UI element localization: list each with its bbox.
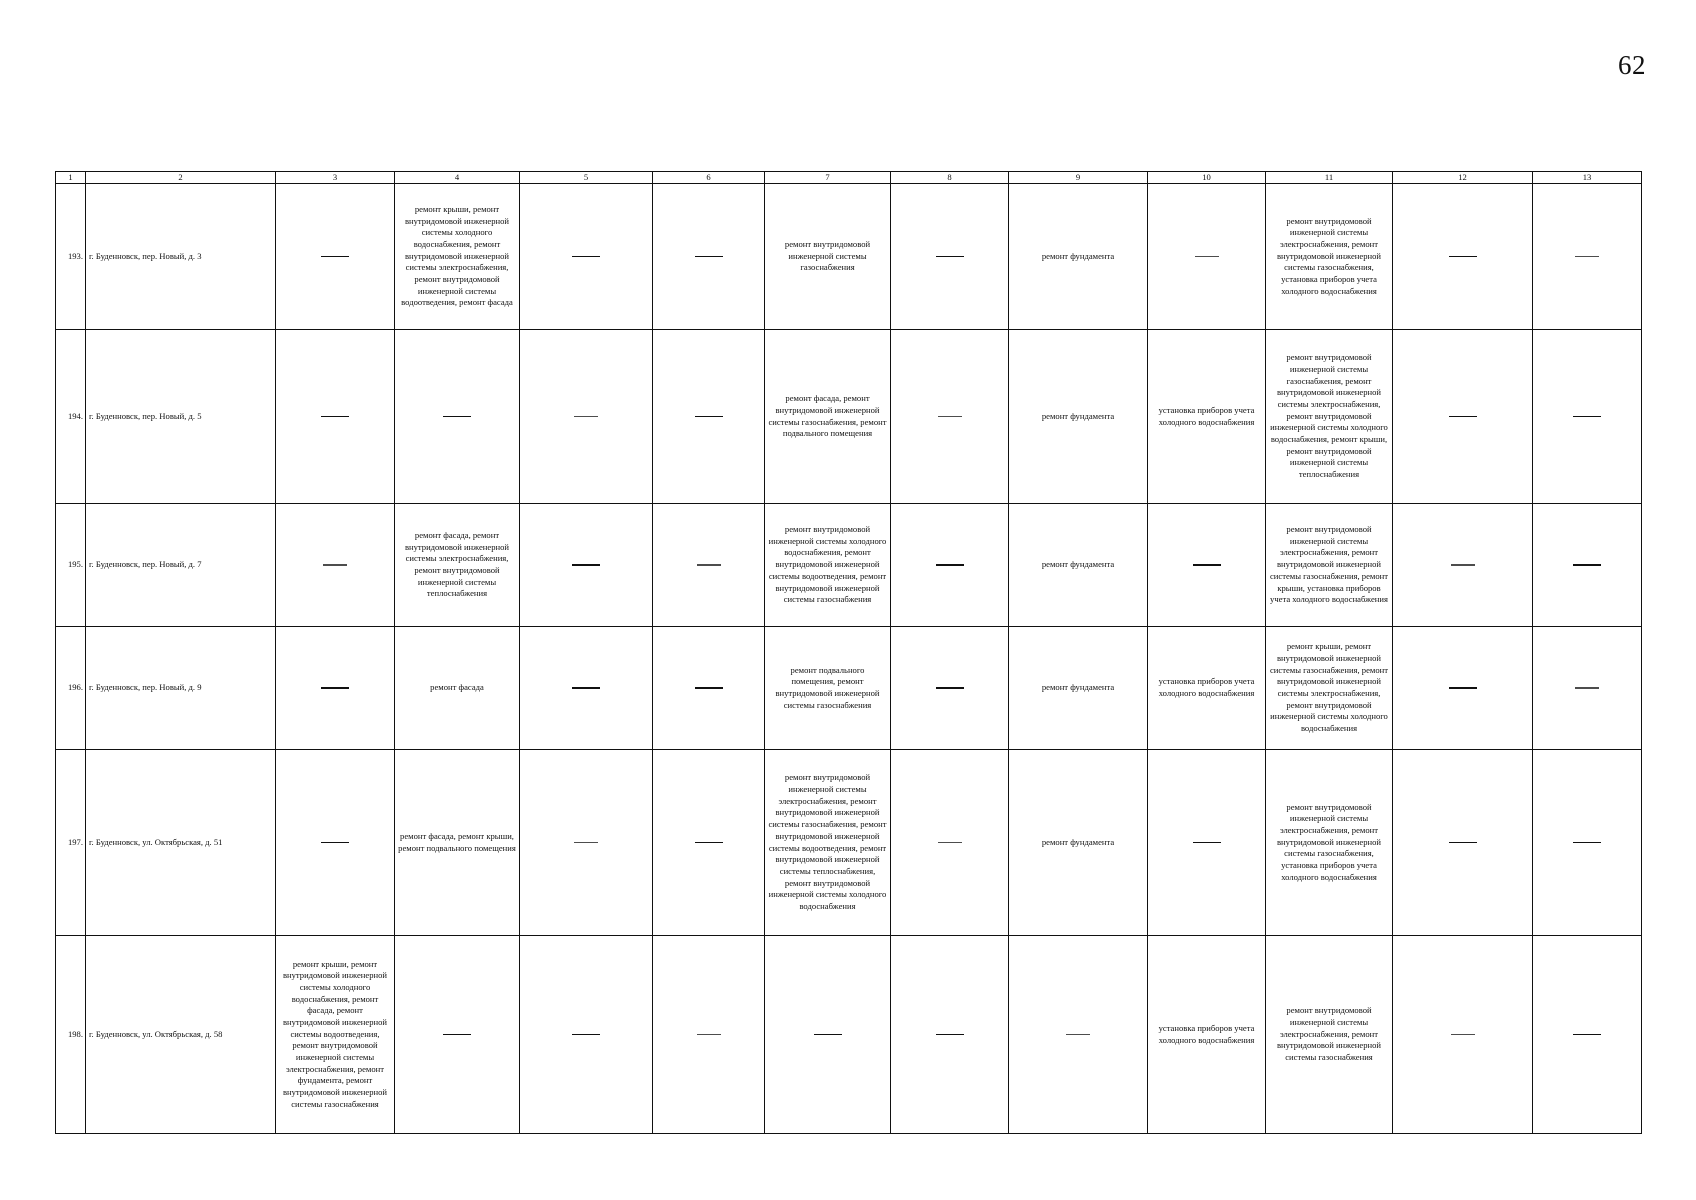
column-number: 1: [56, 172, 86, 184]
dash-mark: [1195, 256, 1219, 257]
column-number: 2: [86, 172, 276, 184]
works-cell: [395, 936, 520, 1134]
column-number: 8: [891, 172, 1009, 184]
dash-mark: [1193, 842, 1221, 843]
dash-mark: [1575, 687, 1599, 688]
works-cell: [520, 504, 653, 627]
dash-mark: [321, 687, 349, 688]
column-number: 3: [276, 172, 395, 184]
table-row: [56, 504, 1642, 627]
works-cell: [276, 627, 395, 750]
dash-mark: [1575, 256, 1599, 257]
works-cell: ремонт крыши, ремонт внутридомовой инженерной системы газоснабжения, ремонт внутридомовой инженерной системы электроснабжения, ремонт внутридомовой инженерной системы холодного водоснабжения: [1266, 627, 1393, 750]
works-cell: [653, 750, 765, 936]
dash-mark: [695, 687, 723, 688]
dash-mark: [695, 256, 723, 257]
address-cell: г. Буденновск, пер. Новый, д. 3: [86, 184, 276, 330]
row-number: 194.: [56, 330, 86, 504]
address-cell: г. Буденновск, ул. Октябрьская, д. 58: [86, 936, 276, 1134]
dash-mark: [1573, 842, 1601, 843]
dash-mark: [936, 1034, 964, 1035]
works-cell: ремонт фундамента: [1009, 627, 1148, 750]
dash-mark: [938, 842, 962, 843]
dash-mark: [574, 842, 598, 843]
column-number: 12: [1393, 172, 1533, 184]
column-number: 7: [765, 172, 891, 184]
row-number: 198.: [56, 936, 86, 1134]
works-cell: [520, 330, 653, 504]
works-cell: [1533, 184, 1642, 330]
works-cell: [891, 627, 1009, 750]
table-row: [56, 627, 1642, 750]
works-cell: [891, 750, 1009, 936]
works-cell: [1533, 936, 1642, 1134]
works-cell: [653, 330, 765, 504]
works-cell: [891, 330, 1009, 504]
row-number: 197.: [56, 750, 86, 936]
works-cell: ремонт фасада: [395, 627, 520, 750]
works-cell: [276, 504, 395, 627]
dash-mark: [936, 564, 964, 565]
works-cell: ремонт внутридомовой инженерной системы электроснабжения, ремонт внутридомовой инженерной системы газоснабжения, установка приборов учета холодного водоснабжения: [1266, 184, 1393, 330]
works-cell: ремонт внутридомовой инженерной системы газоснабжения: [765, 184, 891, 330]
works-cell: установка приборов учета холодного водоснабжения: [1148, 936, 1266, 1134]
works-cell: [891, 184, 1009, 330]
works-cell: [1393, 504, 1533, 627]
dash-mark: [574, 416, 598, 417]
address-cell: г. Буденновск, ул. Октябрьская, д. 51: [86, 750, 276, 936]
row-number: 195.: [56, 504, 86, 627]
address-cell: г. Буденновск, пер. Новый, д. 5: [86, 330, 276, 504]
dash-mark: [321, 416, 349, 417]
dash-mark: [1573, 564, 1601, 565]
works-cell: [653, 936, 765, 1134]
works-cell: [1148, 504, 1266, 627]
works-cell: [520, 750, 653, 936]
dash-mark: [695, 842, 723, 843]
works-cell: ремонт фундамента: [1009, 184, 1148, 330]
works-cell: установка приборов учета холодного водоснабжения: [1148, 330, 1266, 504]
dash-mark: [1449, 416, 1477, 417]
table-row: [56, 184, 1642, 330]
works-cell: ремонт внутридомовой инженерной системы электроснабжения, ремонт внутридомовой инженерной системы газоснабжения, ремонт внутридомовой инженерной системы водоотведения, ремонт внутридомовой инженерной системы теплоснабжения, ремонт внутридомовой инженерной системы холодного водоснабжения: [765, 750, 891, 936]
works-cell: [1533, 750, 1642, 936]
works-cell: ремонт крыши, ремонт внутридомовой инженерной системы холодного водоснабжения, ремонт фасада, ремонт внутридомовой инженерной системы водоотведения, ремонт внутридомовой инженерной системы электроснабжения, ремонт фундамента, ремонт внутридомовой инженерной системы газоснабжения: [276, 936, 395, 1134]
dash-mark: [1449, 842, 1477, 843]
works-cell: [891, 936, 1009, 1134]
column-number: 11: [1266, 172, 1393, 184]
dash-mark: [572, 564, 600, 565]
works-cell: [276, 750, 395, 936]
works-cell: [520, 627, 653, 750]
works-cell: ремонт фасада, ремонт крыши, ремонт подвального помещения: [395, 750, 520, 936]
column-number-row: [56, 172, 1642, 184]
column-number: 10: [1148, 172, 1266, 184]
dash-mark: [1449, 256, 1477, 257]
works-cell: установка приборов учета холодного водоснабжения: [1148, 627, 1266, 750]
works-cell: [653, 184, 765, 330]
works-cell: [891, 504, 1009, 627]
works-cell: [276, 330, 395, 504]
dash-mark: [695, 416, 723, 417]
column-number: 9: [1009, 172, 1148, 184]
row-number: 196.: [56, 627, 86, 750]
works-cell: [520, 184, 653, 330]
works-cell: ремонт внутридомовой инженерной системы газоснабжения, ремонт внутридомовой инженерной системы электроснабжения, ремонт внутридомовой инженерной системы холодного водоснабжения, ремонт крыши, ремонт внутридомовой инженерной системы теплоснабжения: [1266, 330, 1393, 504]
works-cell: [1148, 750, 1266, 936]
works-cell: [1393, 330, 1533, 504]
address-cell: г. Буденновск, пер. Новый, д. 7: [86, 504, 276, 627]
dash-mark: [1193, 564, 1221, 565]
table-row: [56, 936, 1642, 1134]
dash-mark: [814, 1034, 842, 1035]
dash-mark: [1573, 1034, 1601, 1035]
dash-mark: [697, 1034, 721, 1035]
dash-mark: [321, 842, 349, 843]
address-cell: г. Буденновск, пер. Новый, д. 9: [86, 627, 276, 750]
dash-mark: [936, 687, 964, 688]
dash-mark: [1066, 1034, 1090, 1035]
works-cell: [1393, 184, 1533, 330]
works-cell: ремонт внутридомовой инженерной системы электроснабжения, ремонт внутридомовой инженерной системы газоснабжения: [1266, 936, 1393, 1134]
works-cell: ремонт внутридомовой инженерной системы холодного водоснабжения, ремонт внутридомовой инженерной системы водоотведения, ремонт внутридомовой инженерной системы газоснабжения: [765, 504, 891, 627]
works-cell: [1533, 504, 1642, 627]
works-cell: ремонт фундамента: [1009, 504, 1148, 627]
repair-schedule-table: [55, 171, 1642, 1134]
dash-mark: [1451, 564, 1475, 565]
works-cell: [1533, 330, 1642, 504]
table-row: [56, 750, 1642, 936]
works-cell: [1533, 627, 1642, 750]
works-cell: ремонт фасада, ремонт внутридомовой инженерной системы электроснабжения, ремонт внутридомовой инженерной системы теплоснабжения: [395, 504, 520, 627]
dash-mark: [697, 564, 721, 565]
works-cell: [1393, 627, 1533, 750]
dash-mark: [1449, 687, 1477, 688]
dash-mark: [936, 256, 964, 257]
works-cell: ремонт крыши, ремонт внутридомовой инженерной системы холодного водоснабжения, ремонт внутридомовой инженерной системы электроснабжения, ремонт внутридомовой инженерной системы водоотведения, ремонт фасада: [395, 184, 520, 330]
dash-mark: [1451, 1034, 1475, 1035]
works-cell: [395, 330, 520, 504]
works-cell: ремонт фундамента: [1009, 330, 1148, 504]
works-cell: [520, 936, 653, 1134]
works-cell: ремонт фундамента: [1009, 750, 1148, 936]
works-cell: [653, 504, 765, 627]
table-row: [56, 330, 1642, 504]
works-cell: [765, 936, 891, 1134]
works-cell: [1009, 936, 1148, 1134]
works-cell: ремонт фасада, ремонт внутридомовой инженерной системы газоснабжения, ремонт подвального помещения: [765, 330, 891, 504]
column-number: 6: [653, 172, 765, 184]
works-cell: [1148, 184, 1266, 330]
works-cell: [653, 627, 765, 750]
column-number: 5: [520, 172, 653, 184]
works-cell: ремонт подвального помещения, ремонт внутридомовой инженерной системы газоснабжения: [765, 627, 891, 750]
row-number: 193.: [56, 184, 86, 330]
works-cell: [276, 184, 395, 330]
dash-mark: [1573, 416, 1601, 417]
dash-mark: [443, 1034, 471, 1035]
dash-mark: [321, 256, 349, 257]
dash-mark: [938, 416, 962, 417]
column-number: 4: [395, 172, 520, 184]
works-cell: [1393, 936, 1533, 1134]
works-cell: ремонт внутридомовой инженерной системы электроснабжения, ремонт внутридомовой инженерной системы газоснабжения, установка приборов учета холодного водоснабжения: [1266, 750, 1393, 936]
dash-mark: [572, 256, 600, 257]
dash-mark: [443, 416, 471, 417]
works-cell: ремонт внутридомовой инженерной системы электроснабжения, ремонт внутридомовой инженерной системы газоснабжения, ремонт крыши, установка приборов учета холодного водоснабжения: [1266, 504, 1393, 627]
page-number: 62: [1618, 50, 1646, 80]
works-cell: [1393, 750, 1533, 936]
dash-mark: [572, 687, 600, 688]
dash-mark: [572, 1034, 600, 1035]
table-body: [56, 172, 1642, 1134]
dash-mark: [323, 564, 347, 565]
column-number: 13: [1533, 172, 1642, 184]
